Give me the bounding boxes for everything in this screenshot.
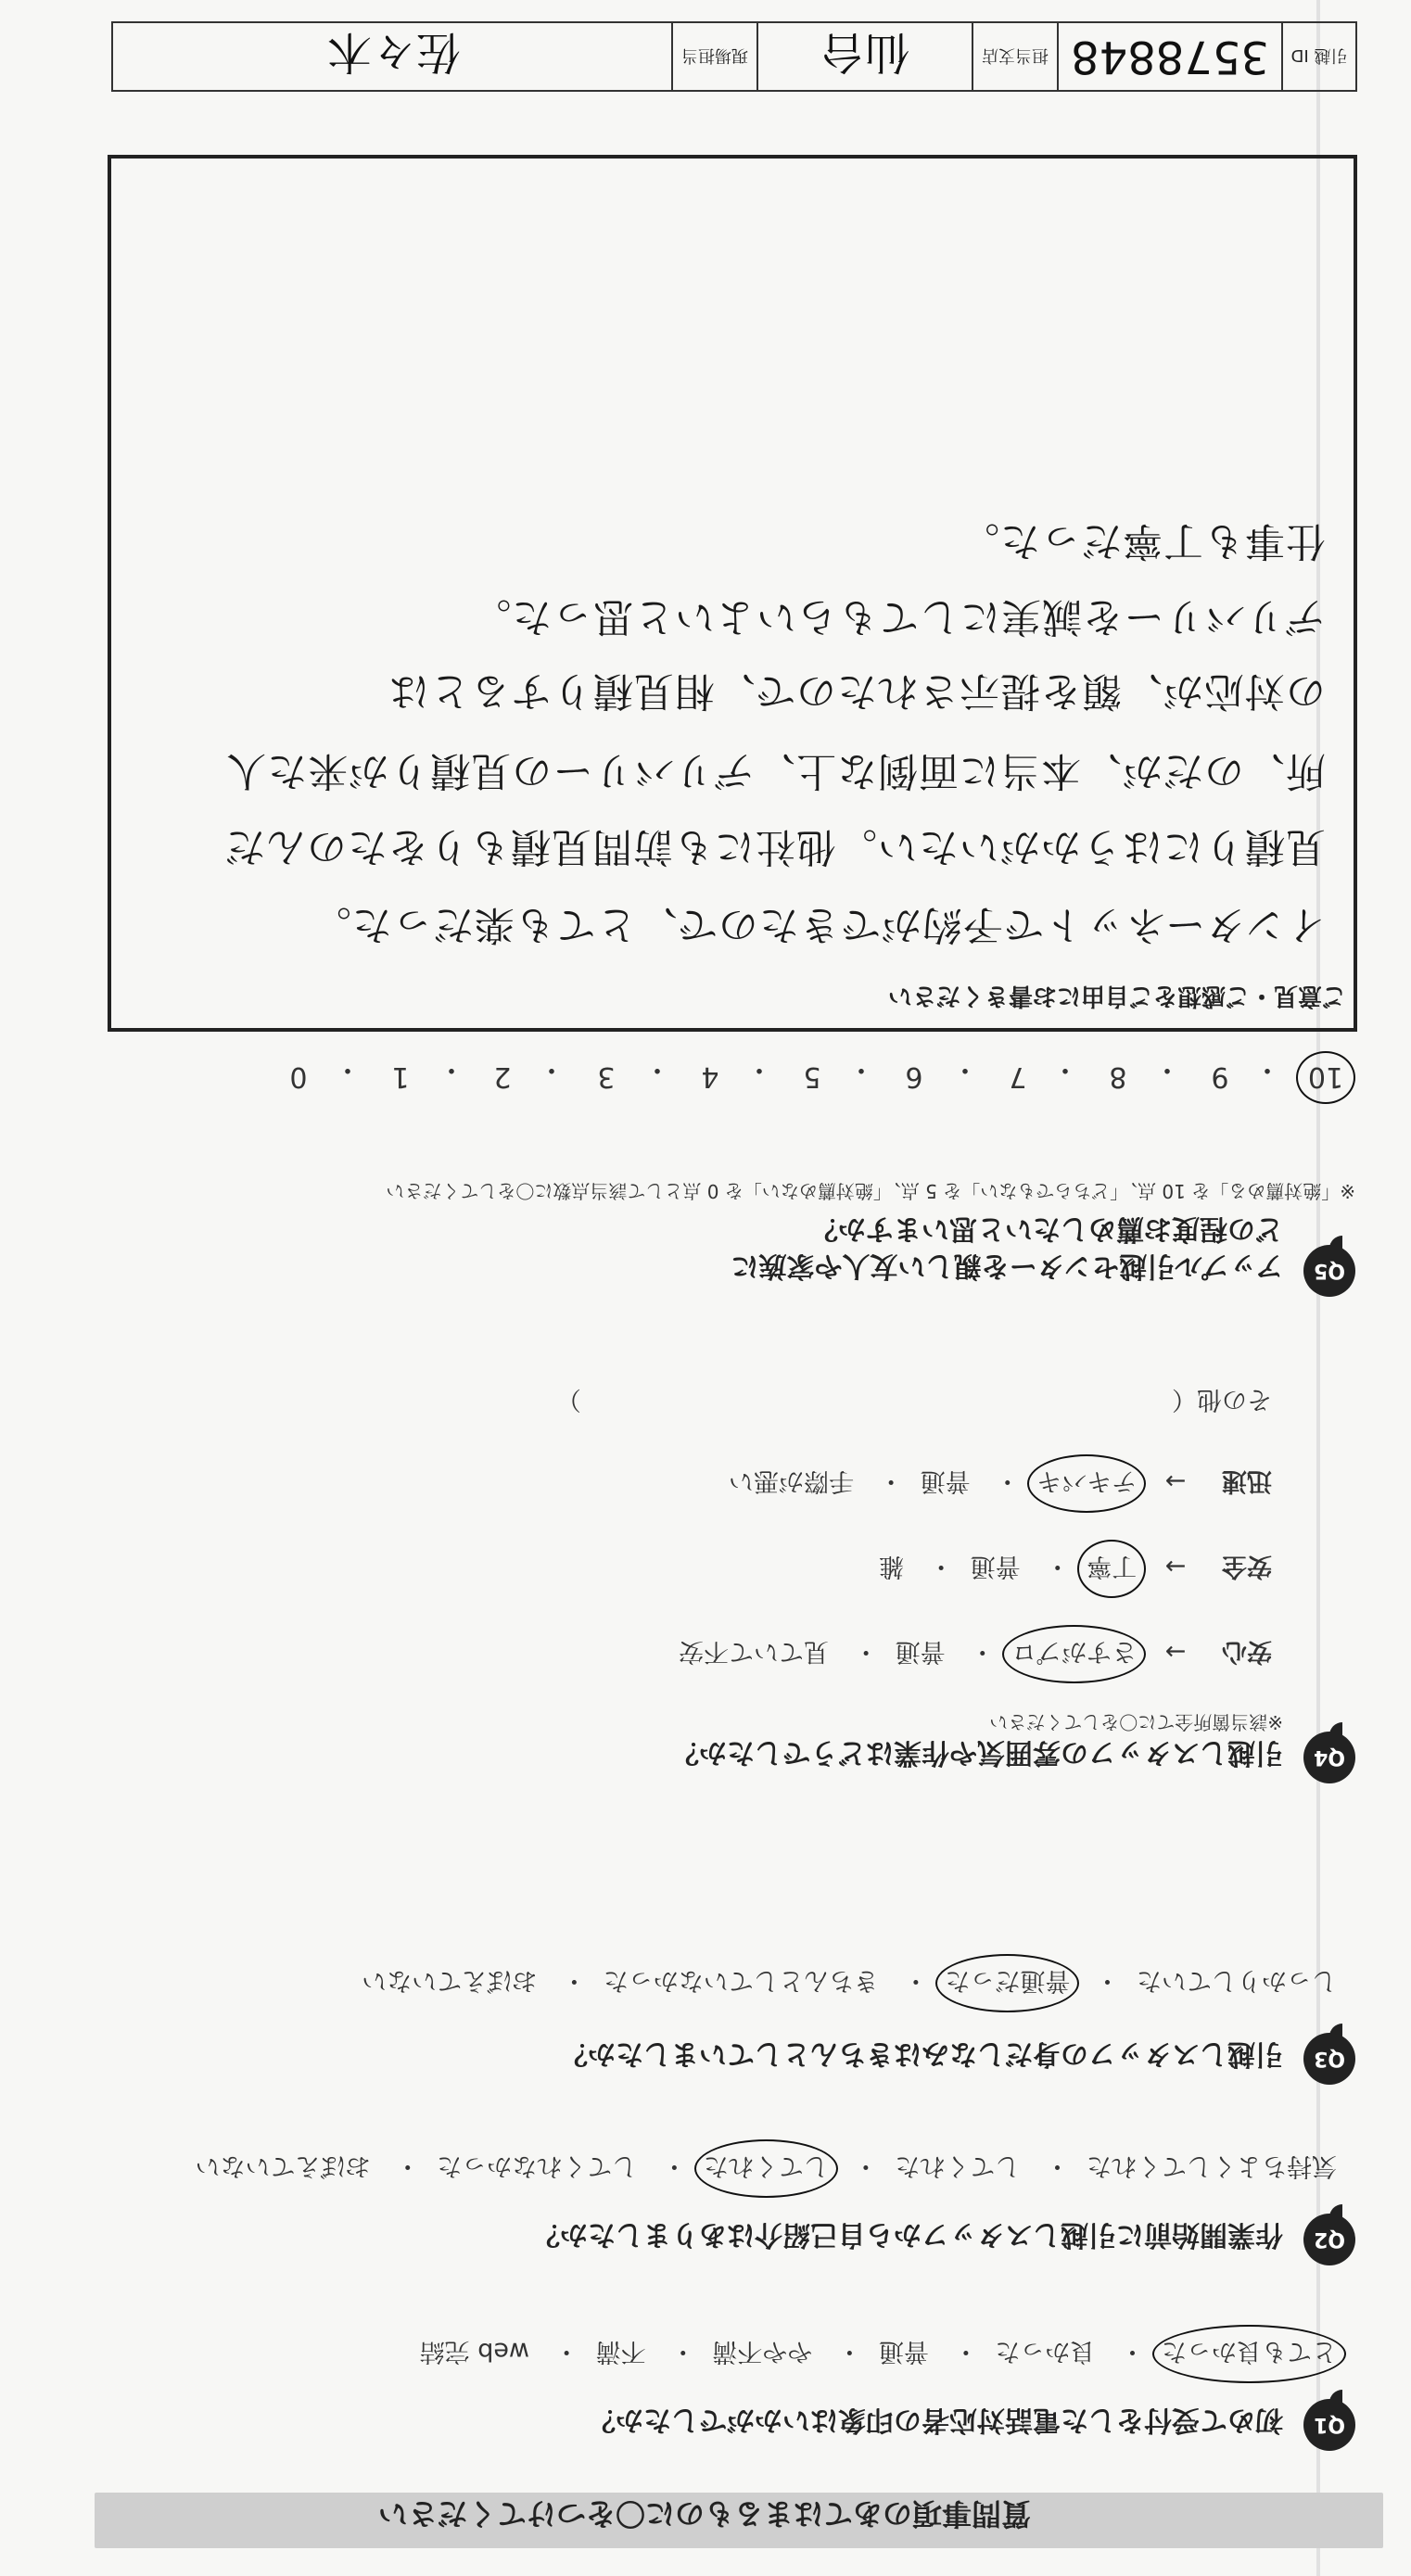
scale-number[interactable]: 7 <box>1009 1060 1027 1093</box>
row-label: 安全 <box>1222 1552 1272 1580</box>
handwritten-line: 見積りにはうかがいたい。他社にも訪問見積もりをたのんだ <box>224 823 1326 869</box>
q3-option[interactable]: 普通だった <box>945 1965 1070 2001</box>
instruction-text: 質問事項のあてはまるものに〇をつけてください <box>377 2496 1031 2532</box>
id-label-cell <box>1281 23 1355 90</box>
q4-row-jinsoku: 迅速 → テキパキ・ 普通・ 手際が悪い <box>729 1466 1272 1502</box>
q1-options: とても良かった・ 良かった・ 普通・ やや不満・ 不満・ web 完結 <box>420 2336 1337 2372</box>
question-3 <box>76 1955 1355 2085</box>
question-text-line2: どの程度お薦めしたいと思いますか？ <box>810 1212 1283 1245</box>
question-text: 引越しスタッフの雰囲気や作業はどうでしたか？ <box>671 1736 1283 1769</box>
q1-option[interactable]: とても良かった <box>1162 2336 1337 2372</box>
id-row <box>111 21 1357 92</box>
q2-option[interactable]: してくれた <box>895 2151 1021 2180</box>
q4-option[interactable]: 丁寧 <box>1087 1551 1137 1587</box>
q4-other <box>556 1384 1272 1420</box>
nps-scale: 10 ・ 9 ・ 8 ・ 7 ・ 6 ・ 5 ・ 4 ・ 3 ・ 2 ・ 1 ・ 0 <box>122 1056 1355 1093</box>
q1-option[interactable]: web 完結 <box>419 2337 530 2366</box>
question-badge: Q3 <box>1303 2033 1355 2085</box>
question-4 <box>76 1357 1355 1783</box>
q2-option[interactable]: してくれた <box>704 2151 829 2187</box>
question-2 <box>76 2136 1355 2265</box>
leader-value: 佐々木 <box>327 26 462 79</box>
scale-number[interactable]: 3 <box>597 1060 616 1093</box>
q4-option[interactable]: 雑 <box>879 1552 904 1580</box>
question-text: 作業開始前に引越しスタッフから自己紹介はありましたか？ <box>532 2218 1283 2251</box>
leader-label: 現場担当 <box>681 45 748 65</box>
other-close: ） <box>555 1385 581 1414</box>
branch-label: 担当支店 <box>982 45 1049 65</box>
handwritten-line: 仕事も丁寧だった。 <box>959 517 1326 564</box>
question-note: ※該当箇所全てに〇をしてください <box>989 1711 1283 1733</box>
question-text: 初めて受付をした電話対応者の印象はいかがでしたか？ <box>588 2404 1283 2436</box>
branch-label-cell <box>972 23 1057 90</box>
question-badge: Q1 <box>1303 2399 1355 2451</box>
arrow-icon: → <box>1164 1552 1187 1580</box>
id-label: 引越 ID <box>1290 45 1348 65</box>
q4-row-anzen: 安全 → 丁寧・ 普通・ 雑 <box>879 1551 1272 1587</box>
comments-label: ご意見・ご感想をご自由にお書きください <box>887 982 1346 1009</box>
question-text: 引越しスタッフの身だしなみはきちんとしていましたか？ <box>560 2037 1283 2070</box>
question-note: ※「絶対薦める」を 10 点、「どちらでもない」を 5 点、「絶対薦めない」を 0 点として該当点数に〇をしてください <box>386 1180 1355 1202</box>
q4-option[interactable]: 普通 <box>895 1637 946 1666</box>
q4-option[interactable]: 見ていて不安 <box>679 1637 829 1666</box>
arrow-icon: → <box>1164 1466 1187 1495</box>
question-badge: Q4 <box>1303 1732 1355 1783</box>
q3-option[interactable]: きちんとしていなかった <box>603 1966 879 1995</box>
comments-box[interactable] <box>108 155 1357 1032</box>
handwritten-line: の対応が、額を提示されたので、相見積りするとは <box>388 667 1326 714</box>
q2-options: 気持ちよくしてくれた・ してくれた・ してくれた・ してくれなかった・ おぼえていない <box>196 2151 1337 2187</box>
other-label: その他（ <box>1172 1385 1272 1414</box>
q3-options: しっかりしていた・ 普通だった・ きちんとしていなかった・ おぼえていない <box>362 1965 1337 2001</box>
id-value: 3578848 <box>1071 31 1269 82</box>
handwritten-line: インターネットで予約ができたので、とても楽だった。 <box>310 901 1326 947</box>
scale-number[interactable]: 6 <box>905 1060 923 1093</box>
question-1 <box>76 2321 1355 2451</box>
question-text: アップル引越センターを親しい友人や家族に <box>731 1250 1283 1282</box>
q4-option[interactable]: 普通 <box>970 1552 1021 1580</box>
q4-row-anshin: 安心 → さすがプロ・ 普通・ 見ていて不安 <box>679 1636 1272 1672</box>
scale-number[interactable]: 0 <box>289 1060 308 1093</box>
scale-number[interactable]: 5 <box>803 1060 821 1093</box>
q3-option[interactable]: しっかりしていた <box>1137 1966 1337 1995</box>
q4-option[interactable]: 普通 <box>920 1466 971 1495</box>
question-badge: Q2 <box>1303 2214 1355 2265</box>
row-label: 安心 <box>1222 1637 1272 1666</box>
scale-number[interactable]: 4 <box>701 1060 719 1093</box>
leader-label-cell <box>671 23 756 90</box>
scale-number[interactable]: 2 <box>493 1060 512 1093</box>
q4-option[interactable]: さすがプロ <box>1011 1636 1137 1672</box>
branch-value: 仙台 <box>820 26 910 79</box>
q4-option[interactable]: テキパキ <box>1036 1466 1137 1502</box>
q1-option[interactable]: 良かった <box>995 2337 1096 2366</box>
handwritten-line: 所、のだが、本当に面倒な上、デリバリーの見積りが来た人 <box>225 747 1326 793</box>
q1-option[interactable]: 普通 <box>878 2337 929 2366</box>
q1-option[interactable]: やや不満 <box>712 2337 813 2366</box>
question-5 <box>76 1111 1355 1297</box>
arrow-icon: → <box>1164 1637 1187 1666</box>
id-value-cell <box>1057 23 1281 90</box>
q2-option[interactable]: してくれなかった <box>437 2151 638 2180</box>
leader-value-cell <box>117 23 671 90</box>
scale-number[interactable]: 9 <box>1211 1060 1229 1093</box>
q4-option[interactable]: 手際が悪い <box>729 1466 854 1495</box>
scale-number[interactable]: 10 <box>1307 1060 1344 1093</box>
handwritten-line: デリバリーを誠実にしてもらいよいと思った。 <box>470 593 1326 640</box>
branch-value-cell <box>756 23 972 90</box>
q2-option[interactable]: おぼえていない <box>195 2151 371 2180</box>
row-label: 迅速 <box>1222 1466 1272 1495</box>
q1-option[interactable]: 不満 <box>595 2337 646 2366</box>
question-badge: Q5 <box>1303 1245 1355 1297</box>
q2-option[interactable]: 気持ちよくしてくれた <box>1087 2151 1337 2180</box>
scale-number[interactable]: 8 <box>1109 1060 1127 1093</box>
scale-number[interactable]: 1 <box>391 1060 410 1093</box>
instruction-band <box>95 2493 1383 2548</box>
q3-option[interactable]: おぼえていない <box>362 1966 538 1995</box>
